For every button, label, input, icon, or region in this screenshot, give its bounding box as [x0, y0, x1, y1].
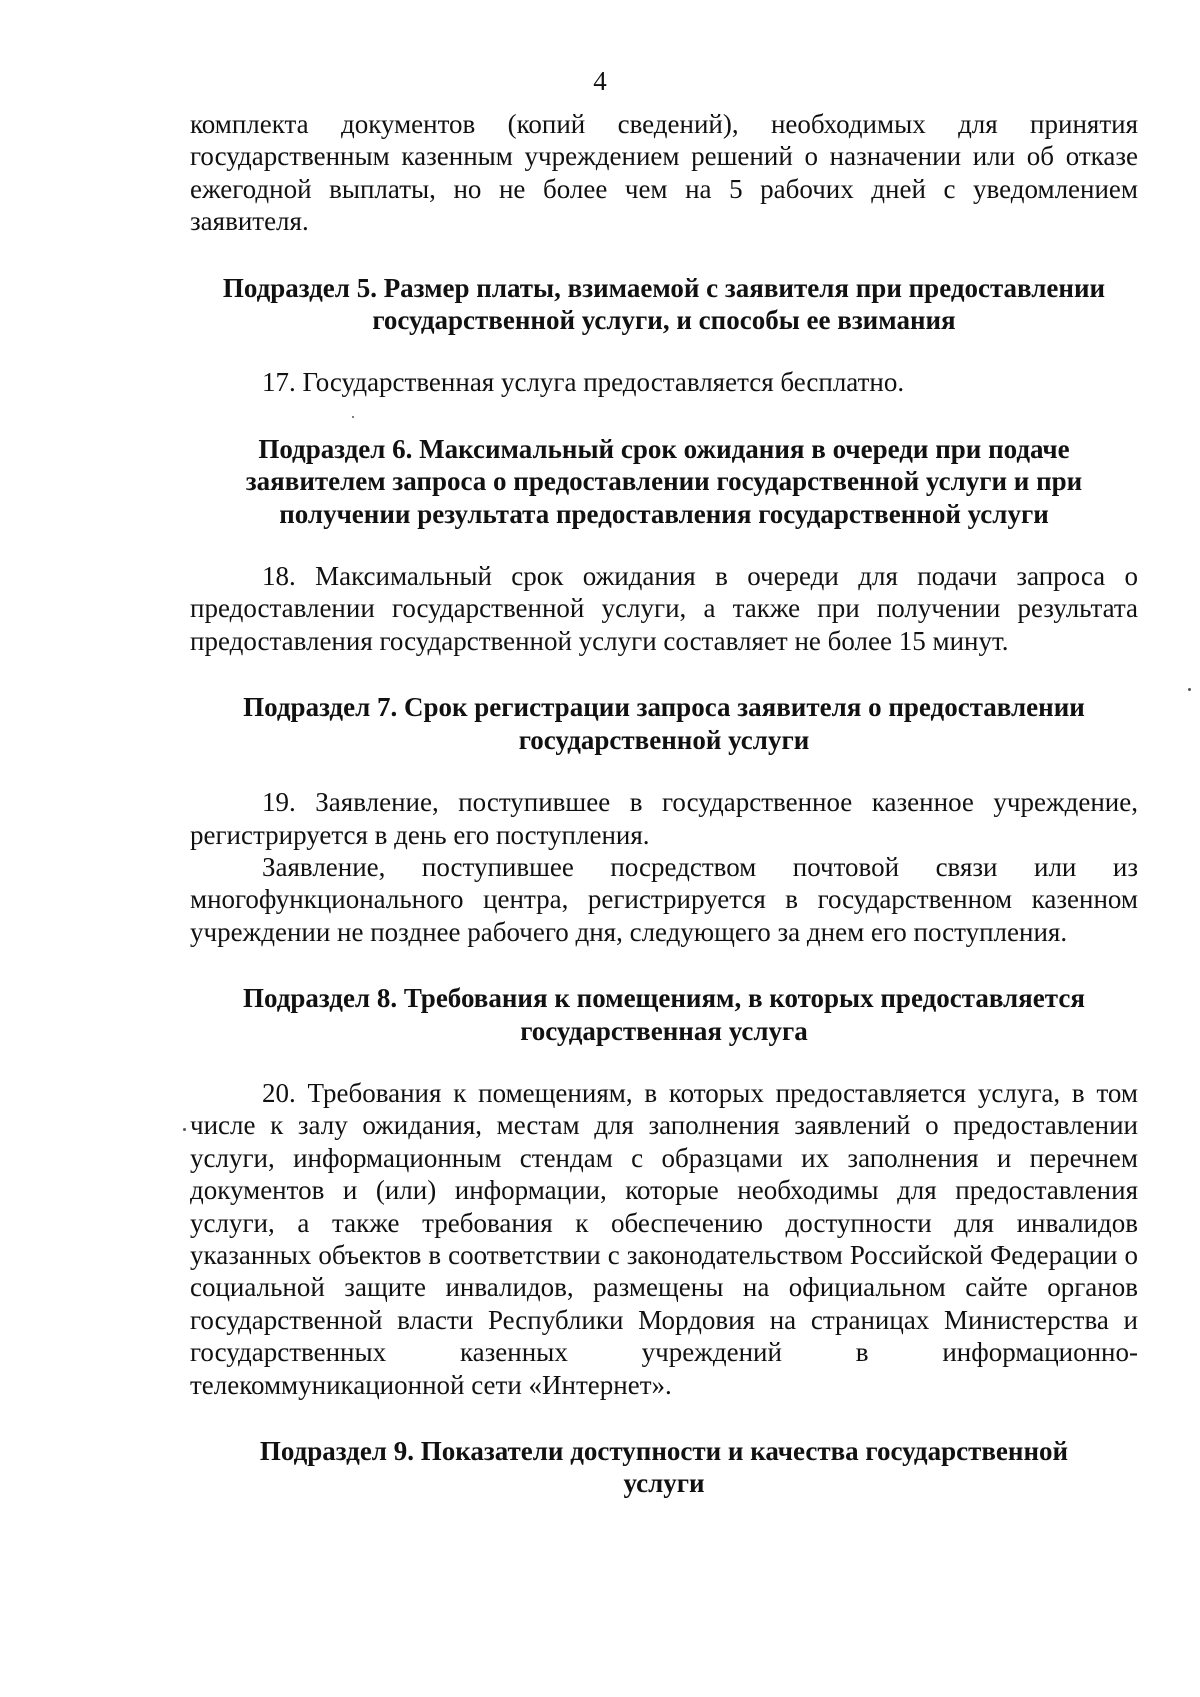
scan-speck	[352, 416, 354, 418]
paragraph-17: 17. Государственная услуга предоставляется бесплатно.	[262, 367, 905, 398]
page-number: 4	[593, 66, 607, 96]
subsection-6-heading: Подраздел 6. Максимальный срок ожидания в очереди при подаче заявителем запроса о предоставлении государственной услуги и при получении результата предоставления государственной услуги	[245, 433, 1083, 529]
scan-speck	[1188, 688, 1191, 691]
subsection-5-heading: Подраздел 5. Размер платы, взимаемой с заявителя при предоставлении государственной услуги, и способы ее взимания	[222, 272, 1106, 336]
paragraph-20: 20. Требования к помещениям, в которых предоставляется услуга, в том числе к залу ожидания, местам для заполнения заявлений о предоставлении услуги, информационным стендам с образцами их заполнения и перечнем документов и (или) информации, которые необходимы для предоставления услуги, а также требования к обеспечению доступности для инвалидов указанных объектов в соответствии с законодательством Российской Федерации о социальной защите инвалидов, размещены на официальном сайте органов государственной власти Республики Мордовия на страницах Министерства и государственных казенных учреждений в информационно-телекоммуникационной сети «Интернет».	[190, 1077, 1138, 1400]
intro-paragraph: комплекта документов (копий сведений), необходимых для принятия государственным казенным учреждением решений о назначении или об отказе ежегодной выплаты, но не более чем на 5 рабочих дней с уведомлением заявителя.	[190, 109, 1138, 237]
subsection-7-heading: Подраздел 7. Срок регистрации запроса заявителя о предоставлении государственной услуги	[243, 692, 1085, 755]
paragraph-18: 18. Максимальный срок ожидания в очереди для подачи запроса о предоставлении государственной услуги, а также при получении результата предоставления государственной услуги составляет не более 15 минут.	[190, 561, 1138, 656]
subsection-8-heading: Подраздел 8. Требования к помещениям, в которых предоставляется государственная услуга	[243, 983, 1085, 1046]
scan-speck	[183, 1128, 186, 1131]
document-body	[190, 108, 1138, 1500]
subsection-9-heading: Подраздел 9. Показатели доступности и качества государственной услуги	[259, 1436, 1069, 1499]
paragraph-19-continued: Заявление, поступившее посредством почтовой связи или из многофункционального центра, регистрируется в государственном казенном учреждении не позднее рабочего дня, следующего за днем его поступления.	[190, 851, 1138, 947]
paragraph-19: 19. Заявление, поступившее в государственное казенное учреждение, регистрируется в день его поступления.	[190, 787, 1138, 850]
